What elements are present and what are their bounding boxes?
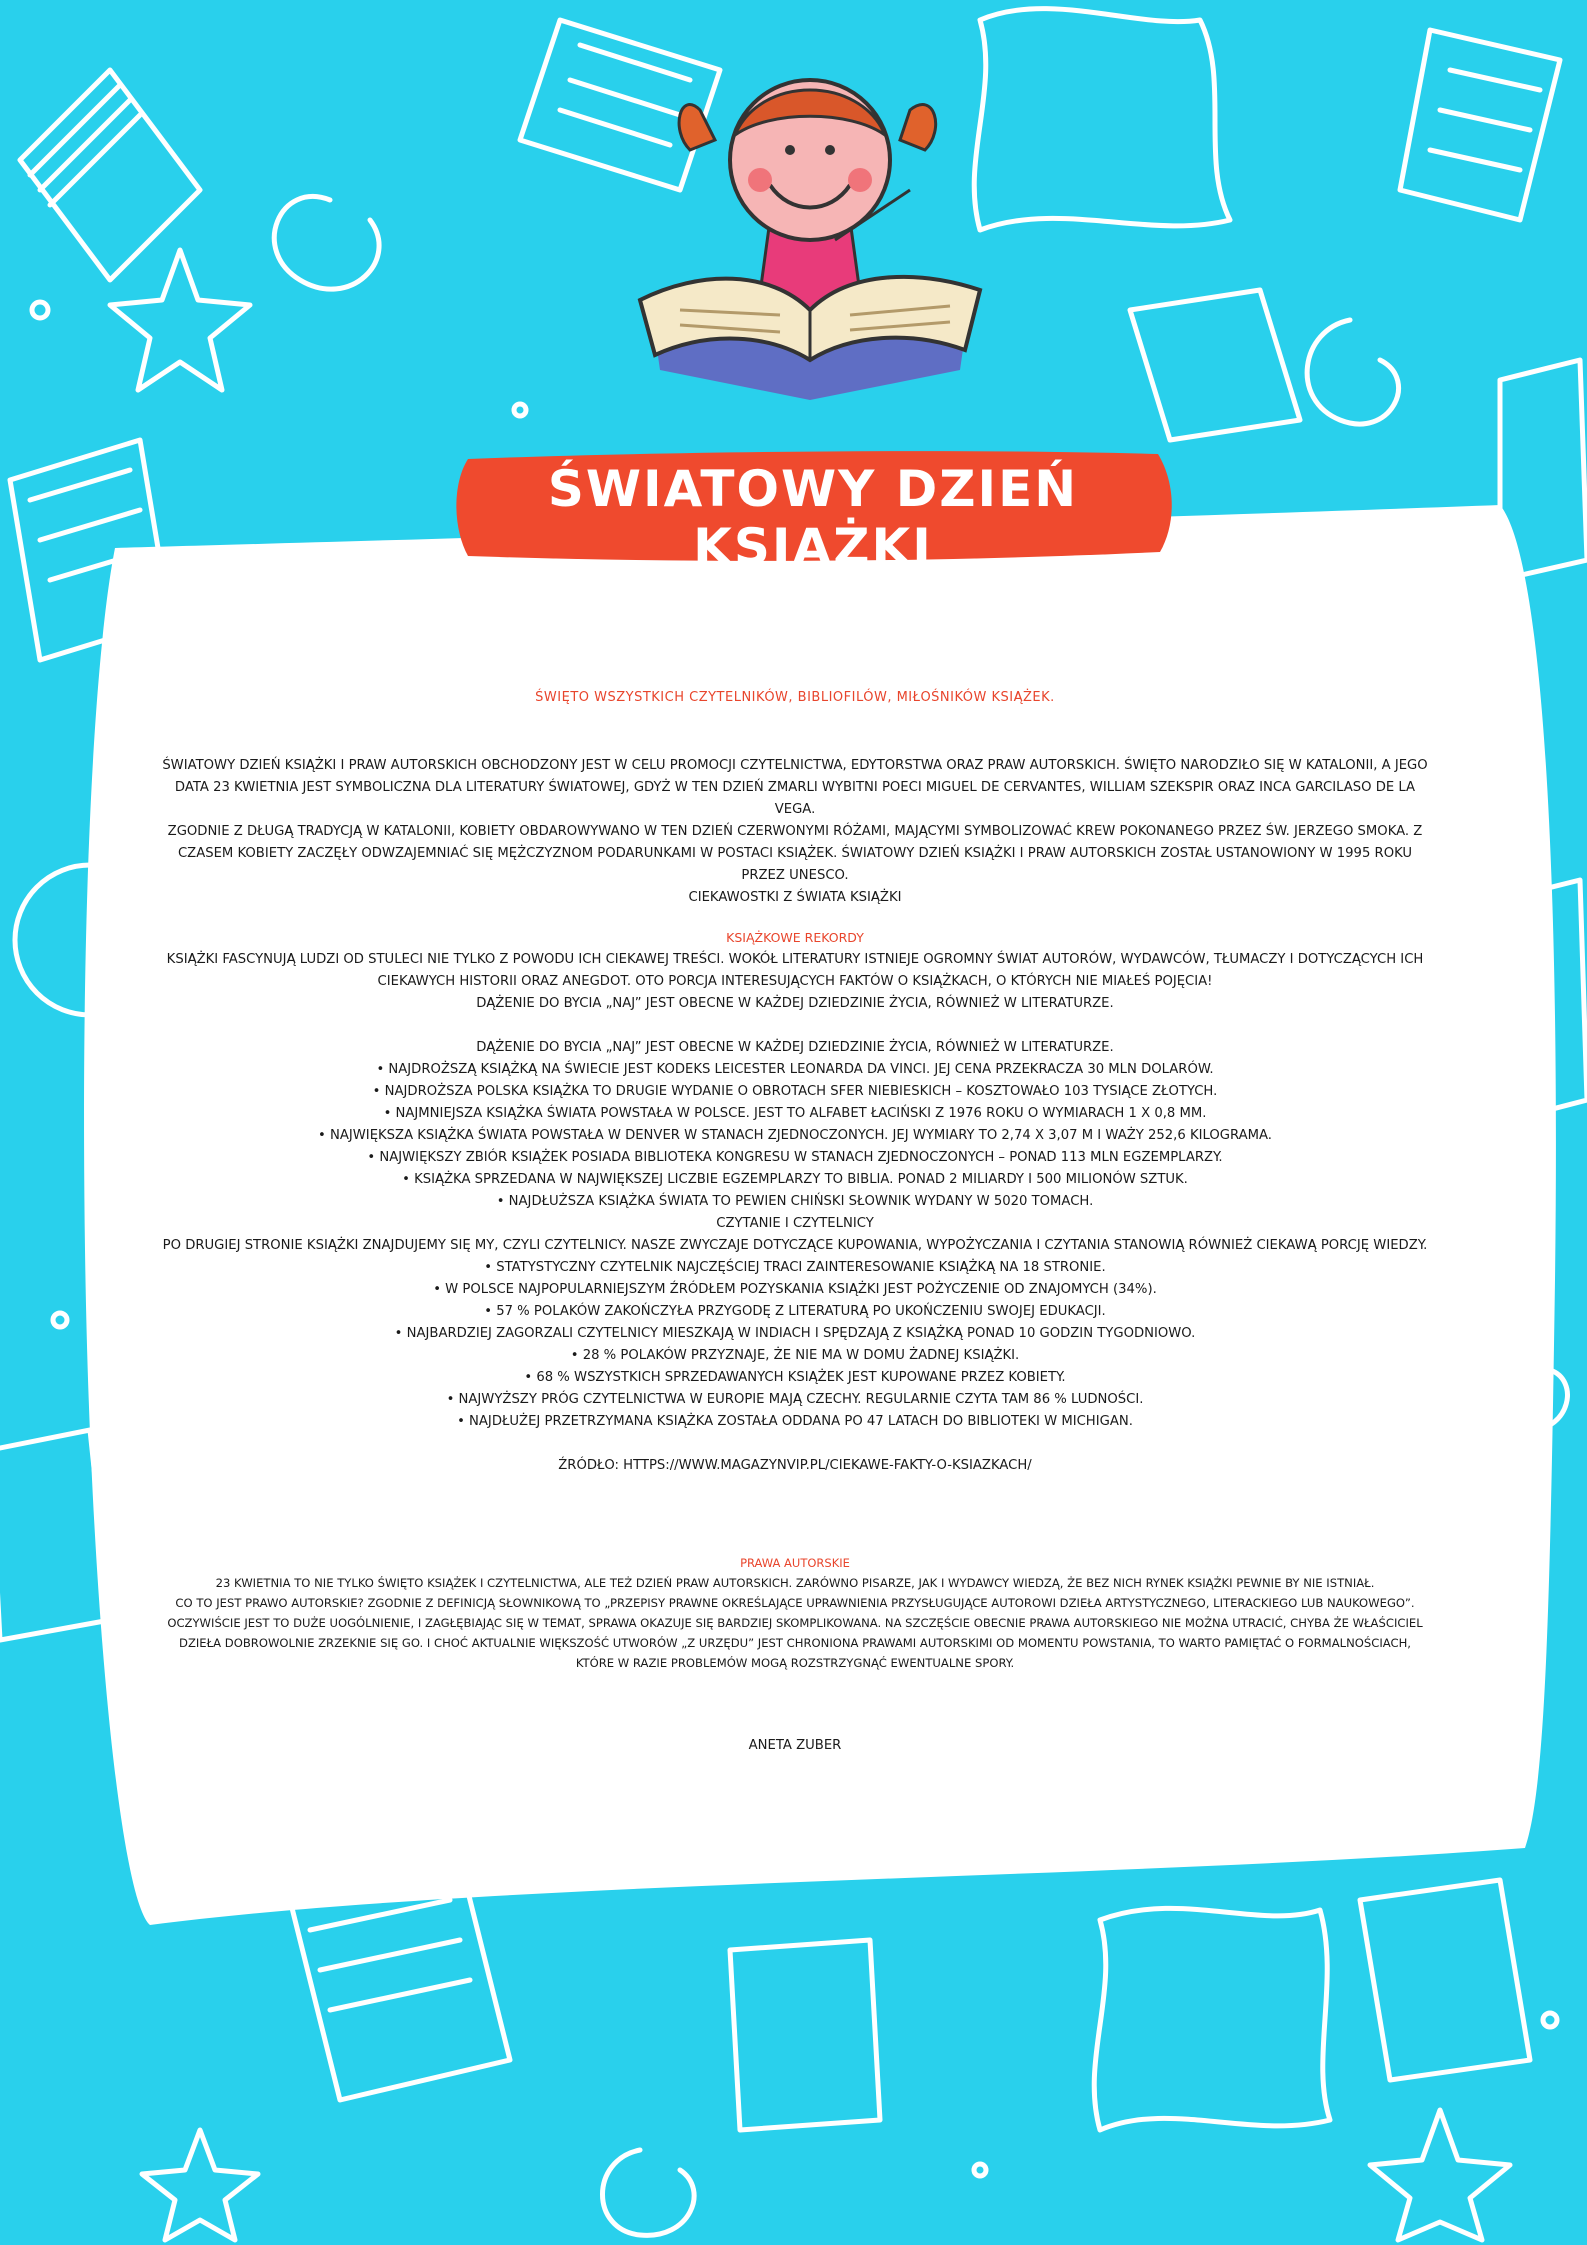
intro-paragraph: ZGODNIE Z DŁUGĄ TRADYCJĄ W KATALONII, KOBIETY OBDAROWYWANO W TEN DZIEŃ CZERWONYMI RÓŻAMI, MAJĄCYMI SYMBOLIZOWAĆ KREW POKONANEGO PRZEZ ŚW. JERZEGO SMOKA. Z CZASEM KOBIETY ZACZĘŁY ODWZAJEMNIAĆ SIĘ MĘŻCZYZNOM PODARUNKAMI W POSTACI KSIĄŻEK. ŚWIATOWY DZIEŃ KSIĄŻKI I PRAW AUTORSKICH ZOSTAŁ USTANOWIONY W 1995 ROKU PRZEZ UNESCO. (167, 824, 1423, 883)
subtitle: ŚWIĘTO WSZYSTKICH CZYTELNIKÓW, BIBLIOFILÓW, MIŁOŚNIKÓW KSIĄŻEK. (535, 690, 1055, 705)
readers-item: • W POLSCE NAJPOPULARNIEJSZYM ŹRÓDŁEM POZYSKANIA KSIĄŻKI JEST POŻYCZENIE OD ZNAJOMYCH (34%). (433, 1282, 1157, 1297)
intro-paragraph: ŚWIATOWY DZIEŃ KSIĄŻKI I PRAW AUTORSKICH OBCHODZONY JEST W CELU PROMOCJI CZYTELNICTWA, EDYTORSTWA ORAZ PRAW AUTORSKICH. ŚWIĘTO NARODZIŁO SIĘ W KATALONII, A JEGO DATA 23 KWIETNIA JEST SYMBOLICZNA DLA LITERATURY ŚWIATOWEJ, GDYŻ W TEN DZIEŃ ZMARLI WYBITNI POECI MIGUEL DE CERVANTES, WILLIAM SZEKSPIR ORAZ INCA GARCILASO DE LA VEGA. (162, 758, 1428, 817)
records-item: • NAJDŁUŻSZA KSIĄŻKA ŚWIATA TO PEWIEN CHIŃSKI SŁOWNIK WYDANY W 5020 TOMACH. (496, 1194, 1094, 1209)
records-heading: KSIĄŻKOWE REKORDY (726, 930, 864, 945)
page-title: ŚWIATOWY DZIEŃ KSIĄŻKI (547, 460, 1079, 576)
records-lead: DĄŻENIE DO BYCIA „NAJ” JEST OBECNE W KAŻDEJ DZIEDZINIE ŻYCIA, RÓWNIEŻ W LITERATURZE. (476, 1040, 1114, 1055)
readers-heading: CZYTANIE I CZYTELNICY (716, 1216, 874, 1231)
records-intro: KSIĄŻKI FASCYNUJĄ LUDZI OD STULECI NIE TYLKO Z POWODU ICH CIEKAWEJ TREŚCI. WOKÓŁ LITERATURY ISTNIEJE OGROMNY ŚWIAT AUTORÓW, WYDAWCÓW, TŁUMACZY I DOTYCZĄCYCH ICH CIEKAWYCH HISTORII ORAZ ANEGDOT. OTO PORCJA INTERESUJĄCYCH FAKTÓW O KSIĄŻKACH, O KTÓRYCH NIE MIAŁEŚ POJĘCIA! (166, 952, 1424, 989)
readers-item: • NAJWYŻSZY PRÓG CZYTELNICTWA W EUROPIE MAJĄ CZECHY. REGULARNIE CZYTA TAM 86 % LUDNOŚCI. (446, 1392, 1144, 1407)
readers-item: • NAJDŁUŻEJ PRZETRZYMANA KSIĄŻKA ZOSTAŁA ODDANA PO 47 LATACH DO BIBLIOTEKI W MICHIGAN. (457, 1414, 1133, 1429)
readers-item: • 57 % POLAKÓW ZAKOŃCZYŁA PRZYGODĘ Z LITERATURĄ PO UKOŃCZENIU SWOJEJ EDUKACJI. (484, 1304, 1106, 1319)
records-item: • NAJDROŻSZA POLSKA KSIĄŻKA TO DRUGIE WYDANIE O OBROTACH SFER NIEBIESKICH – KOSZTOWAŁO 103 TYSIĄCE ZŁOTYCH. (372, 1084, 1218, 1099)
girl-reading-book-illustration (620, 70, 1000, 440)
readers-intro: PO DRUGIEJ STRONIE KSIĄŻKI ZNAJDUJEMY SIĘ MY, CZYLI CZYTELNICY. NASZE ZWYCZAJE DOTYCZĄCE KUPOWANIA, WYPOŻYCZANIA I CZYTANIA STANOWIĄ RÓWNIEŻ CIEKAWĄ PORCJĘ WIEDZY. (162, 1238, 1428, 1253)
intro-trivia-label: CIEKAWOSTKI Z ŚWIATA KSIĄŻKI (688, 890, 902, 905)
readers-item: • 68 % WSZYSTKICH SPRZEDAWANYCH KSIĄŻEK JEST KUPOWANE PRZEZ KOBIETY. (524, 1370, 1066, 1385)
records-item: • NAJWIĘKSZY ZBIÓR KSIĄŻEK POSIADA BIBLIOTEKA KONGRESU W STANACH ZJEDNOCZONYCH – PONAD 113 MLN EGZEMPLARZY. (367, 1150, 1223, 1165)
records-item: • KSIĄŻKA SPRZEDANA W NAJWIĘKSZEJ LICZBIE EGZEMPLARZY TO BIBLIA. PONAD 2 MILIARDY I 500 MILIONÓW SZTUK. (402, 1172, 1188, 1187)
records-intro: DĄŻENIE DO BYCIA „NAJ” JEST OBECNE W KAŻDEJ DZIEDZINIE ŻYCIA, RÓWNIEŻ W LITERATURZE. (476, 996, 1114, 1011)
source-link[interactable]: ŹRÓDŁO: HTTPS://WWW.MAGAZYNVIP.PL/CIEKAWE-FAKTY-O-KSIAZKACH/ (558, 1458, 1032, 1473)
copyright-heading: PRAWA AUTORSKIE (740, 1556, 850, 1570)
readers-item: • STATYSTYCZNY CZYTELNIK NAJCZĘŚCIEJ TRACI ZAINTERESOWANIE KSIĄŻKĄ NA 18 STRONIE. (484, 1260, 1106, 1275)
records-item: • NAJMNIEJSZA KSIĄŻKA ŚWIATA POWSTAŁA W POLSCE. JEST TO ALFABET ŁACIŃSKI Z 1976 ROKU O WYMIARACH 1 X 0,8 MM. (383, 1106, 1207, 1121)
records-item: • NAJWIĘKSZA KSIĄŻKA ŚWIATA POWSTAŁA W DENVER W STANACH ZJEDNOCZONYCH. JEJ WYMIARY TO 2,74 X 3,07 M I WAŻY 252,6 KILOGRAMA. (318, 1128, 1272, 1143)
records-item: • NAJDROŻSZĄ KSIĄŻKĄ NA ŚWIECIE JEST KODEKS LEICESTER LEONARDA DA VINCI. JEJ CENA PRZEKRACZA 30 MLN DOLARÓW. (376, 1062, 1214, 1077)
readers-item: • 28 % POLAKÓW PRZYZNAJE, ŻE NIE MA W DOMU ŻADNEJ KSIĄŻKI. (570, 1348, 1020, 1363)
copyright-paragraph: CO TO JEST PRAWO AUTORSKIE? ZGODNIE Z DEFINICJĄ SŁOWNIKOWĄ TO „PRZEPISY PRAWNE OKREŚLAJĄCE UPRAWNIENIA PRZYSŁUGUJĄCE AUTOROWI DZIEŁA ARTYSTYCZNEGO, LITERACKIEGO LUB NAUKOWEGO”. OCZYWIŚCIE JEST TO DUŻE UOGÓLNIENIE, I ZAGŁĘBIAJĄC SIĘ W TEMAT, SPRAWA OKAZUJE SIĘ BARDZIEJ SKOMPLIKOWANA. NA SZCZĘŚCIE OBECNIE PRAWA AUTORSKIEGO NIE MOŻNA UTRACIĆ, CHYBA ŻE WŁAŚCICIEL DZIEŁA DOBROWOLNIE ZRZEKNIE SIĘ GO. I CHOĆ AKTUALNIE WIĘKSZOŚĆ UTWORÓW „Z URZĘDU” JEST CHRONIONA PRAWAMI AUTORSKIMI OD MOMENTU POWSTANIA, TO WARTO PAMIĘTAĆ O FORMALNOŚCIACH, KTÓRE W RAZIE PROBLEMÓW MOGĄ ROZSTRZYGNĄĆ EWENTUALNE SPORY. (167, 1596, 1423, 1670)
article-content (160, 690, 1430, 1757)
readers-item: • NAJBARDZIEJ ZAGORZALI CZYTELNICY MIESZKAJĄ W INDIACH I SPĘDZAJĄ Z KSIĄŻKĄ PONAD 10 GODZIN TYGODNIOWO. (394, 1326, 1196, 1341)
copyright-paragraph: 23 KWIETNIA TO NIE TYLKO ŚWIĘTO KSIĄŻEK I CZYTELNICTWA, ALE TEŻ DZIEŃ PRAW AUTORSKICH. ZARÓWNO PISARZE, JAK I WYDAWCY WIEDZĄ, ŻE BEZ NICH RYNEK KSIĄŻKI PEWNIE BY NIE ISTNIAŁ. (215, 1576, 1375, 1590)
author-name: ANETA ZUBER (748, 1738, 842, 1753)
